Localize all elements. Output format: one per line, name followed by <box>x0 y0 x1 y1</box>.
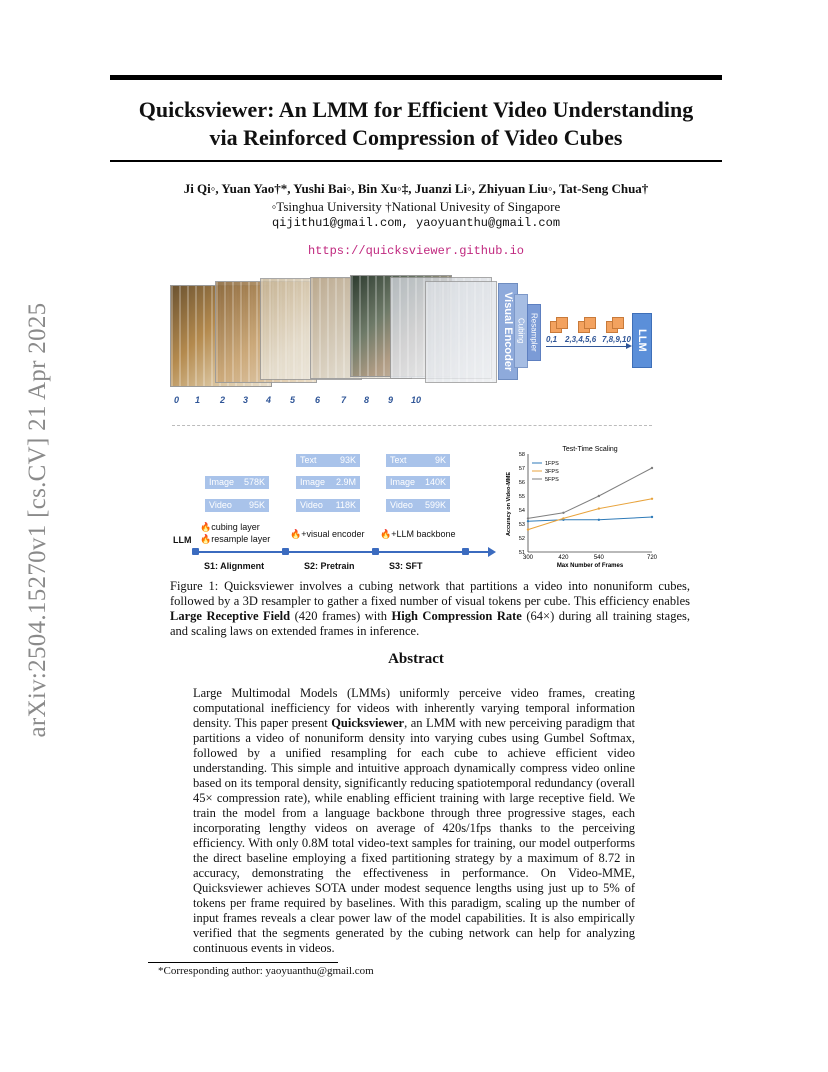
stage1-image-token <box>205 476 269 489</box>
frame-index: 10 <box>411 395 422 405</box>
y-tick-label: 51 <box>518 550 525 556</box>
cube-bracket <box>546 346 628 347</box>
abstract-text: , an LMM with new perceiving paradigm that partitions a video of nonuniform density into varying cubes using Gumbel Softmax, followed by a unified resampling for each cube to achieve efficient video understanding. This simple and intuitive approach dynamically compress video online based on its temporal density, significantly reducing spatiotemporal redundancy (overall 45× compression rate), while enabling efficient training with large receptive field. We train the model from a language backbone through three progressive stages, each incorporating lengthy videos on average of 420s/1fps thanks to the perceiving efficiency. With only 0.8M total video-text samples for training, our model outperforms the direct baseline employing a fixed partitioning strategy by a maximum of 8.72 in accuracy, demonstrating the effectiveness in performance. On Video-MME, Quicksviewer achieves SOTA under modest sequence lengths using just up to 5% of tokens per frame required by baselines. With this paradigm, scaling up the number of input frames reveals a clear power law of the model capabilities. It is also empirically verified that the segments generated by the cubing network can help for analyzing continuous events in videos. <box>193 716 635 955</box>
cube-label: 7,8,9,10 <box>602 335 631 344</box>
arxiv-stamp: arXiv:2504.15270v1 [cs.CV] 21 Apr 2025 <box>24 302 51 738</box>
caption-text: (420 frames) with <box>290 609 392 623</box>
title-line-1: Quicksviewer: An LMM for Efficient Video Understanding <box>138 97 694 122</box>
legend-entry: 1FPS <box>545 461 559 467</box>
series-line <box>528 499 652 530</box>
stage1-tune-resample <box>200 534 270 545</box>
figure-divider <box>172 425 652 426</box>
token-key: Video <box>390 500 413 510</box>
timeline-node <box>192 548 199 555</box>
data-point <box>651 516 653 518</box>
x-axis-label: Max Number of Frames <box>556 563 624 569</box>
token-value: 95K <box>248 500 265 510</box>
paper-title <box>110 96 722 152</box>
abstract-heading: Abstract <box>388 651 444 667</box>
frame-index: 3 <box>243 395 249 405</box>
frame-index: 7 <box>341 395 347 405</box>
stage3-text-token <box>386 454 450 467</box>
test-time-scaling-chart <box>502 442 662 570</box>
data-point <box>598 519 600 521</box>
data-point <box>598 507 600 509</box>
llm-label: LLM <box>173 535 192 545</box>
caption-text: (64×) during all training stages, and scaling laws on extended frames in inference. <box>170 609 690 638</box>
caption-label: Figure 1: <box>170 579 219 593</box>
caption-text: Quicksviewer involves a cubing network that partitions a video into nonuniform cubes, followed by a 3D resampler to gather a fixed number of visual tokens per cube. This efficiency enables <box>170 579 691 608</box>
title-line-2: via Reinforced Compression of Video Cubes <box>209 125 623 150</box>
caption-bold: High Compression Rate <box>391 609 522 623</box>
stage1-tune-cubing <box>200 522 260 533</box>
author-emails: qijithu1@gmail.com, yaoyuanthu@gmail.com <box>271 216 561 230</box>
data-point <box>598 495 600 497</box>
data-point <box>527 517 529 519</box>
tune-label: +visual encoder <box>301 529 365 539</box>
stage2-video-token <box>296 499 360 512</box>
token-key: Text <box>300 455 317 465</box>
y-tick-label: 56 <box>518 480 525 486</box>
frame-index: 5 <box>290 395 296 405</box>
y-tick-label: 53 <box>518 522 525 528</box>
y-tick-label: 54 <box>518 508 525 514</box>
cube-icon <box>556 317 568 329</box>
llm-block: LLM <box>632 313 652 368</box>
footnote-rule <box>148 962 338 963</box>
token-value: 599K <box>424 500 446 510</box>
author-list: Ji Qi◦, Yuan Yao†*, Yushi Bai◦, Bin Xu◦‡, Juanzi Li◦, Zhiyuan Liu◦, Tat-Seng Chua† <box>183 181 649 196</box>
resampler-block: Resampler <box>527 304 541 361</box>
stage2-label: S2: Pretrain <box>304 561 355 571</box>
token-value: 140K <box>424 477 446 487</box>
y-axis-label: Accuracy on Video-MME <box>506 471 512 537</box>
token-key: Video <box>300 500 323 510</box>
flame-icon: 🔥 <box>380 529 392 539</box>
legend-entry: 5FPS <box>545 477 559 483</box>
frame-index: 6 <box>315 395 321 405</box>
stage2-image-token <box>296 476 360 489</box>
stage1-video-token <box>205 499 269 512</box>
token-value: 578K <box>243 477 265 487</box>
y-tick-label: 58 <box>518 452 525 458</box>
timeline-node <box>282 548 289 555</box>
cube-label: 2,3,4,5,6 <box>565 335 597 344</box>
footnote: *Corresponding author: yaoyuanthu@gmail.com <box>158 965 374 977</box>
flame-icon: 🔥 <box>200 522 212 532</box>
cube-icon <box>584 317 596 329</box>
frame-index: 8 <box>364 395 370 405</box>
title-rule <box>110 160 722 162</box>
token-value: 118K <box>335 500 356 510</box>
affiliations: ◦Tsinghua University †National Univesity of Singapore <box>271 199 561 214</box>
y-tick-label: 52 <box>518 536 525 542</box>
flame-icon: 🔥 <box>290 529 302 539</box>
stage3-label: S3: SFT <box>389 561 423 571</box>
data-point <box>562 517 564 519</box>
stage2-tune <box>290 529 365 540</box>
stage3-tune <box>380 529 456 540</box>
frame-index: 0 <box>174 395 180 405</box>
token-key: Image <box>390 477 416 487</box>
frame-index: 4 <box>266 395 272 405</box>
flame-icon: 🔥 <box>200 534 212 544</box>
stage-timeline <box>195 551 490 553</box>
video-frames-stack <box>170 275 500 390</box>
tune-label: cubing layer <box>211 522 260 532</box>
tune-label: resample layer <box>211 534 271 544</box>
token-value: 93K <box>339 455 356 465</box>
y-tick-label: 55 <box>518 494 525 500</box>
abstract-bold: Quicksviewer <box>331 716 405 730</box>
stage2-text-token <box>296 454 360 467</box>
cubing-block: Cubing <box>514 294 528 368</box>
stage1-label: S1: Alignment <box>204 561 265 571</box>
abstract-text: Large Multimodal Models (LMMs) uniformly perceive video frames, creating computational inefficiency for videos with inherently varying temporal information density. This paper present <box>193 686 635 730</box>
x-tick-label: 540 <box>593 555 604 561</box>
timeline-arrow-icon <box>488 547 496 557</box>
token-key: Text <box>390 455 407 465</box>
y-tick-label: 57 <box>518 466 525 472</box>
x-tick-label: 300 <box>522 555 534 561</box>
caption-bold: Large Receptive Field <box>170 609 291 623</box>
token-key: Image <box>209 477 235 487</box>
x-tick-label: 720 <box>646 555 658 561</box>
frame-index: 1 <box>195 395 201 405</box>
data-point <box>651 498 653 500</box>
data-point <box>562 512 564 514</box>
data-point <box>527 528 529 530</box>
token-value: 9K <box>434 455 446 465</box>
token-key: Video <box>209 500 232 510</box>
token-key: Image <box>300 477 326 487</box>
project-link[interactable]: https://quicksviewer.github.io <box>307 244 525 258</box>
legend-entry: 3FPS <box>545 469 559 475</box>
series-line <box>528 517 652 521</box>
chart-title: Test-Time Scaling <box>562 446 618 453</box>
video-frame <box>425 281 497 383</box>
timeline-node <box>462 548 469 555</box>
stage3-video-token <box>386 499 450 512</box>
data-point <box>527 520 529 522</box>
x-tick-label: 420 <box>558 555 569 561</box>
visual-encoder-block: Visual Encoder <box>498 283 518 380</box>
frame-index: 9 <box>388 395 394 405</box>
token-value: 2.9M <box>335 477 356 487</box>
stage3-image-token <box>386 476 450 489</box>
top-rule <box>110 75 722 80</box>
tune-label: +LLM backbone <box>391 529 456 539</box>
cube-icon <box>612 317 624 329</box>
data-point <box>651 467 653 469</box>
cube-label: 0,1 <box>546 335 558 344</box>
figure-caption <box>170 579 690 639</box>
abstract-body <box>193 686 635 956</box>
timeline-node <box>372 548 379 555</box>
frame-index: 2 <box>220 395 226 405</box>
